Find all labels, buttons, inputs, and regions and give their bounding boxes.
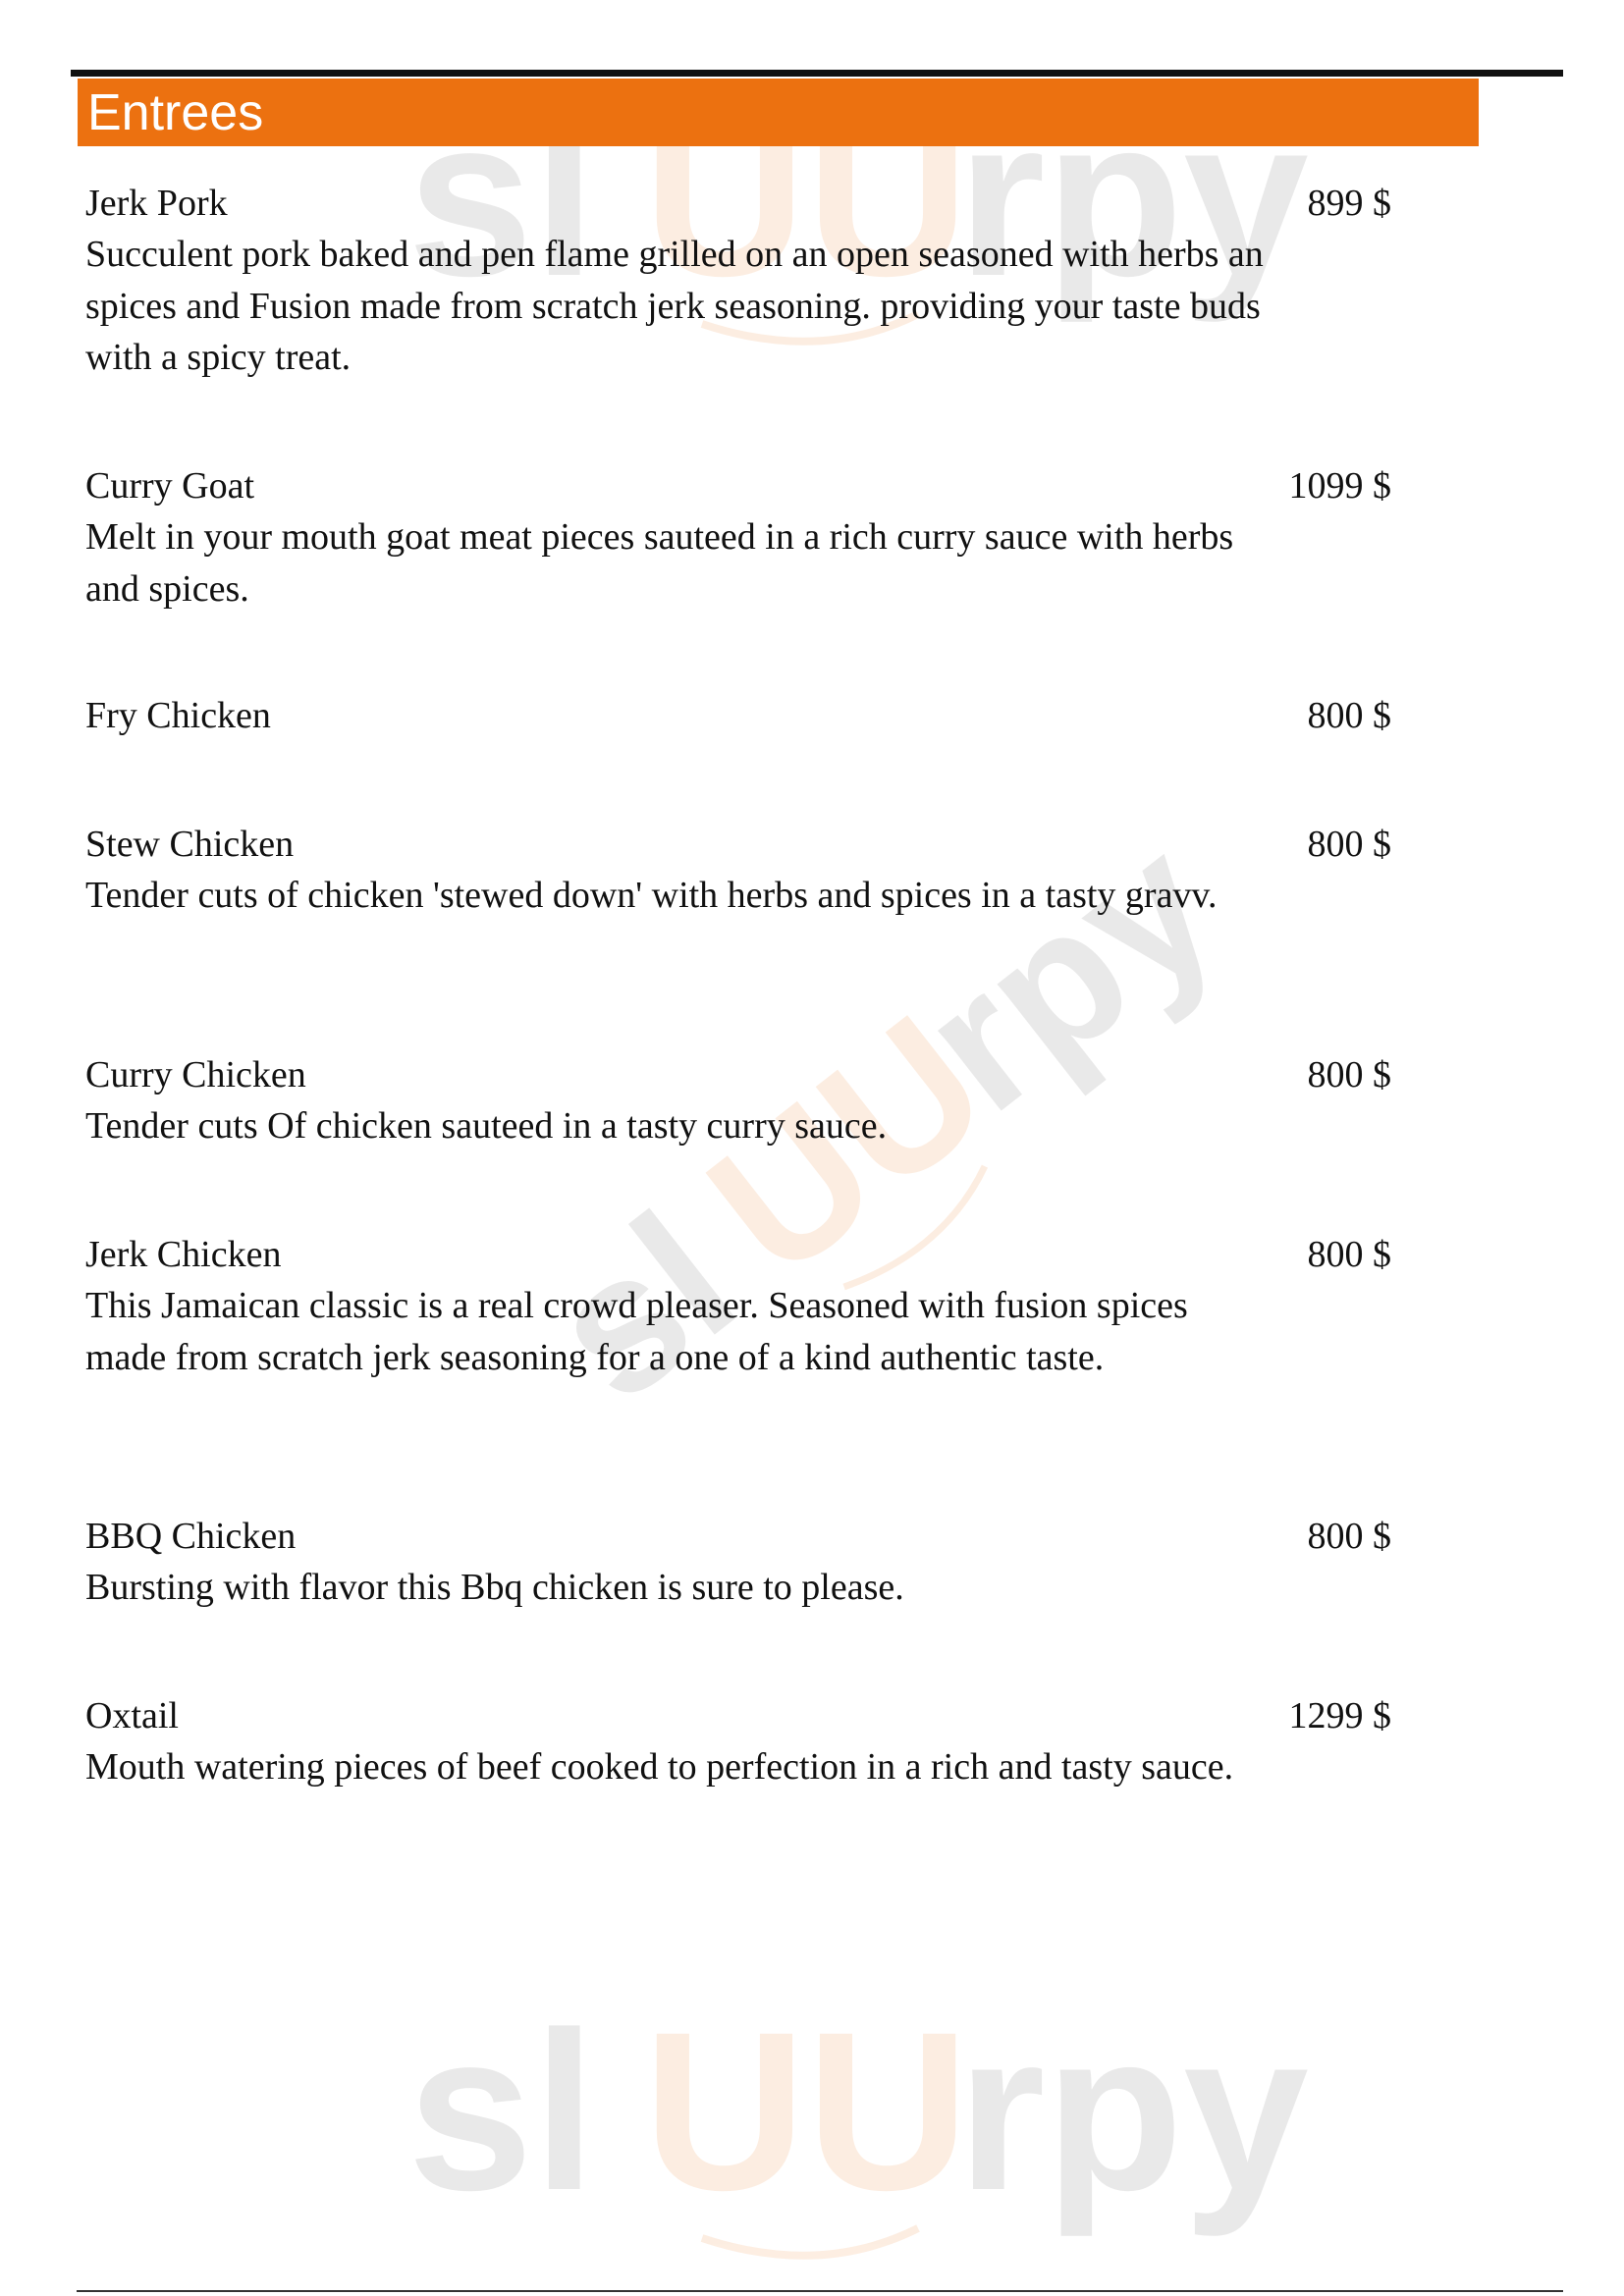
- menu-item-oxtail: [85, 1690, 1391, 1793]
- menu-item-fry-chicken: [85, 690, 1391, 741]
- item-name: Fry Chicken: [85, 695, 271, 736]
- svg-text:UU: UU: [643, 1985, 970, 2237]
- section-title: Entrees: [87, 84, 264, 141]
- menu-item-curry-chicken: [85, 1049, 1391, 1152]
- item-name: Jerk Pork: [85, 183, 228, 224]
- menu-item-jerk-pork: [85, 178, 1391, 384]
- svg-text:rpy: rpy: [883, 795, 1254, 1152]
- item-name: Curry Chicken: [85, 1054, 306, 1095]
- menu-item-curry-goat: [85, 460, 1391, 614]
- item-name: Stew Chicken: [85, 824, 295, 865]
- section-header-bar: [78, 79, 1479, 146]
- menu-item-stew-chicken: [85, 819, 1391, 922]
- bottom-divider: [77, 2290, 1563, 2292]
- item-description: Tender cuts of chicken 'stewed down' with herbs and spices in a tasty gravv.: [85, 875, 1218, 916]
- svg-text:sl: sl: [407, 71, 596, 323]
- item-description: Melt in your mouth goat meat pieces sauteed in a rich curry sauce with herbs and spices.: [85, 516, 1234, 610]
- item-price: 899 $: [1307, 183, 1391, 224]
- svg-text:sl: sl: [407, 1985, 596, 2237]
- item-description: Tender cuts Of chicken sauteed in a tasty curry sauce.: [85, 1105, 888, 1147]
- svg-text:sl: sl: [512, 1172, 773, 1442]
- item-price: 800 $: [1307, 1234, 1391, 1275]
- item-name: Oxtail: [85, 1695, 179, 1736]
- item-name: Curry Goat: [85, 465, 255, 507]
- item-description: Bursting with flavor this Bbq chicken is sure to please.: [85, 1567, 904, 1608]
- top-divider: [71, 70, 1563, 77]
- svg-text:rpy: rpy: [957, 71, 1309, 323]
- menu-item-jerk-chicken: [85, 1229, 1391, 1383]
- item-price: 800 $: [1307, 1516, 1391, 1557]
- item-description: Mouth watering pieces of beef cooked to perfection in a rich and tasty sauce.: [85, 1746, 1234, 1788]
- svg-text:UU: UU: [643, 71, 970, 323]
- item-price: 800 $: [1307, 1054, 1391, 1095]
- item-price: 1099 $: [1288, 465, 1391, 507]
- item-price: 800 $: [1307, 695, 1391, 736]
- svg-text:UU: UU: [671, 975, 1024, 1317]
- item-description: Succulent pork baked and pen flame grilled on an open seasoned with herbs an spices and Fusion made from scratch jerk seasoning. providing your taste buds with a spicy treat.: [85, 234, 1264, 378]
- menu-item-bbq-chicken: [85, 1511, 1391, 1614]
- item-price: 1299 $: [1288, 1695, 1391, 1736]
- slurpy-watermark-logo-bottom: [407, 1963, 1309, 2287]
- item-name: BBQ Chicken: [85, 1516, 297, 1557]
- item-name: Jerk Chicken: [85, 1234, 282, 1275]
- item-description: This Jamaican classic is a real crowd pleaser. Seasoned with fusion spices made from scratch jerk seasoning for a one of a kind authentic taste.: [85, 1285, 1188, 1378]
- item-price: 800 $: [1307, 824, 1391, 865]
- svg-text:rpy: rpy: [957, 1985, 1309, 2237]
